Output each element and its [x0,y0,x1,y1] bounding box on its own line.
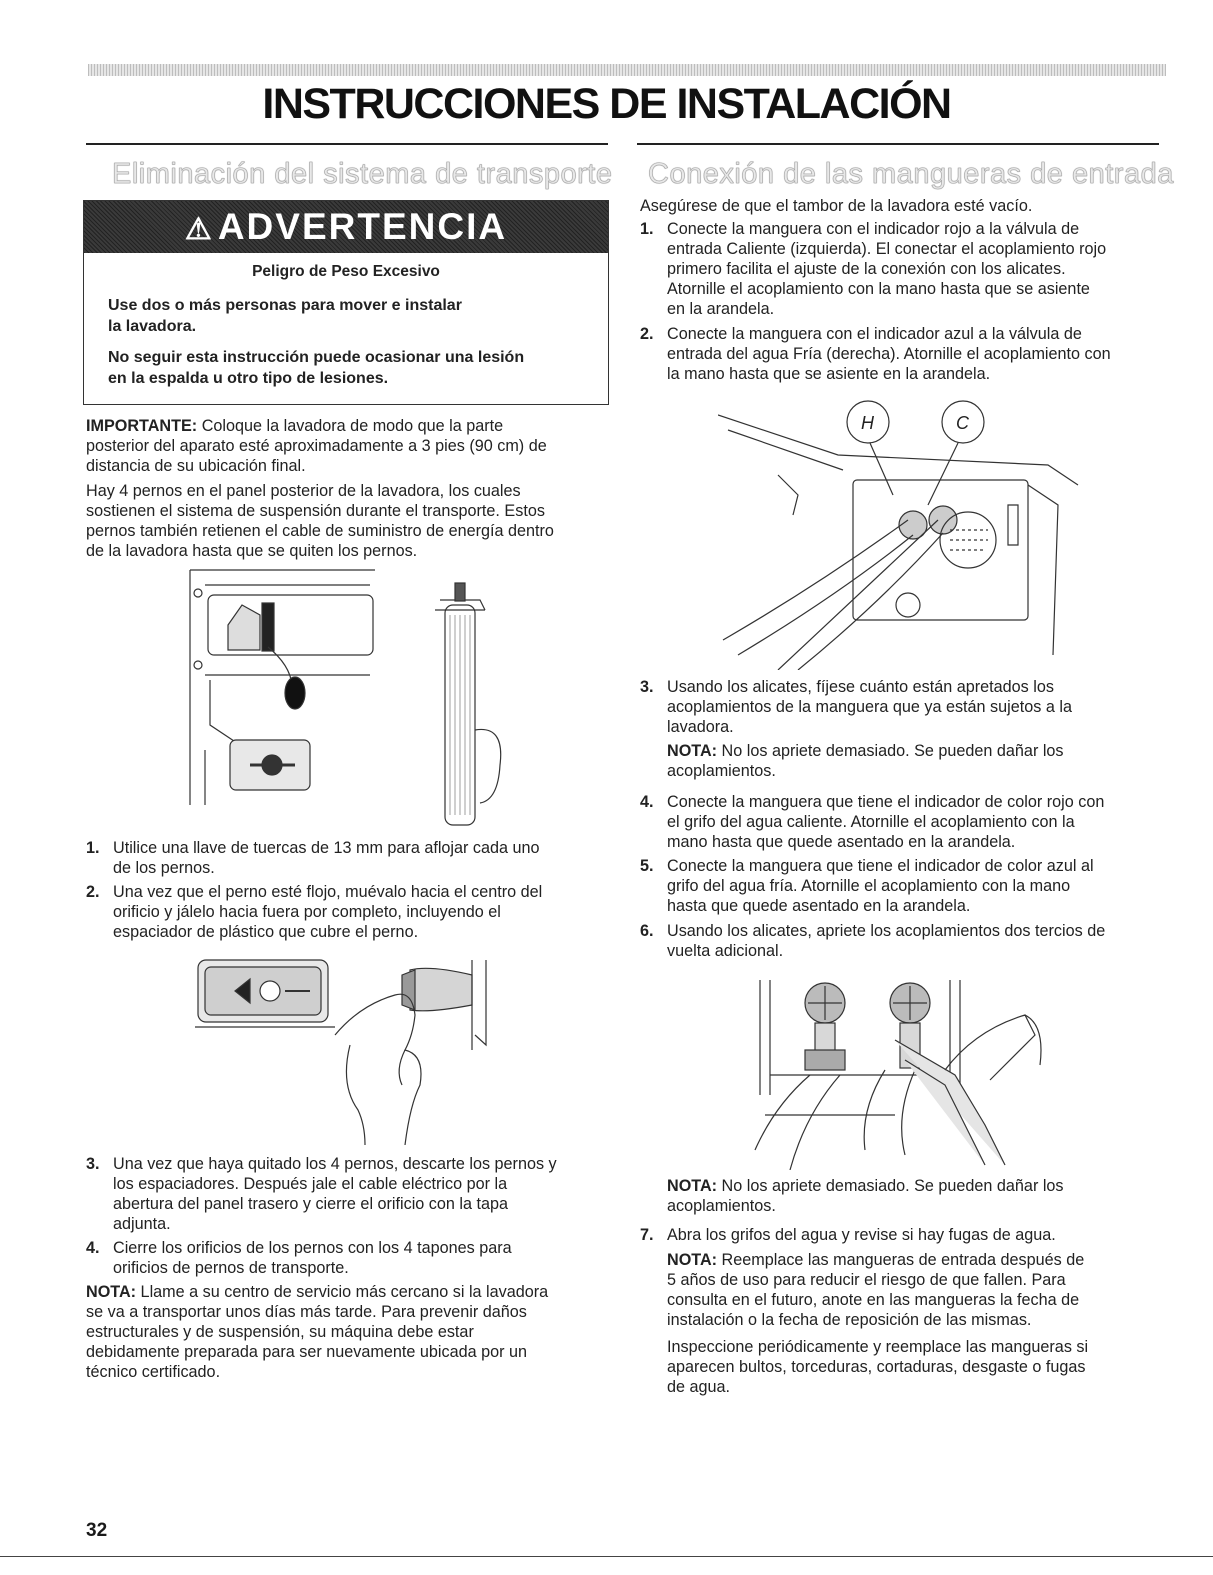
warning-line: la lavadora. [108,318,197,335]
step-text: en la arandela. [667,300,775,318]
list-item [86,1238,606,1282]
step-number: 2. [640,325,654,343]
list-item [86,1154,616,1238]
note-label: NOTA: [667,1251,718,1269]
step-text: adjunta. [113,1215,171,1233]
list-item [640,921,1170,965]
step-text: orificio y jálelo hacia fuera por completo, incluyendo el [113,903,501,921]
warning-box [83,200,609,405]
bolts-text: de la lavadora hasta que se quiten los pernos. [86,542,418,560]
valve-cold-label: C [956,413,969,433]
step-text: grifo del agua fría. Atornille el acoplamiento con la mano [667,877,1071,895]
note-text: estructurales y de suspensión, su máquina debe estar [86,1323,474,1341]
bolts-text: pernos también retienen el cable de suministro de energía dentro [86,522,554,540]
warning-line: en la espalda u otro tipo de lesiones. [108,370,389,387]
bolt-removal-illustration [190,955,510,1145]
bolts-text: sostienen el sistema de suspensión durante el transporte. Estos [86,502,545,520]
note-text: consulta en el futuro, anote en las mangueras la fecha de [667,1291,1080,1309]
step-text: entrada del agua Fría (derecha). Atornille el acoplamiento con [667,345,1111,363]
bottom-rule [0,1556,1213,1557]
inspect-text: de agua. [667,1378,731,1396]
step-text: Conecte la manguera con el indicador azul a la válvula de [667,325,1082,343]
step-text: Utilice una llave de tuercas de 13 mm para aflojar cada uno [113,839,540,857]
step-text: los espaciadores. Después jale el cable eléctrico por la [113,1175,508,1193]
note-text: No los apriete demasiado. Se pueden dañar los [717,742,1064,760]
step-text: Una vez que haya quitado los 4 pernos, descarte los pernos y [113,1155,557,1173]
left-title-rule [86,143,608,145]
step-number: 3. [640,678,654,696]
list-item [640,792,1170,856]
note-text: se va a transportar unos días más tarde. Para prevenir daños [86,1303,527,1321]
step-text: Abra los grifos del agua y revise si hay fugas de agua. [667,1226,1056,1244]
note-text: Reemplace las mangueras de entrada después de [717,1251,1085,1269]
step-number: 4. [640,793,654,811]
left-section-title: Eliminación del sistema de transporte [112,158,613,190]
important-label: IMPORTANTE: [86,417,198,435]
page-title: INSTRUCCIONES DE INSTALACIÓN [262,80,951,128]
step-text: Conecte la manguera con el indicador rojo a la válvula de [667,220,1080,238]
inspect-text: aparecen bultos, torceduras, cortaduras, desgaste o fugas [667,1358,1086,1376]
step-number: 7. [640,1226,654,1244]
step-text: abertura del panel trasero y cierre el orificio con la tapa [113,1195,509,1213]
important-paragraph [86,416,547,476]
step-number: 3. [86,1155,100,1173]
intro-text: Asegúrese de que el tambor de la lavadora esté vacío. [640,197,1033,215]
list-item [640,219,1170,323]
bolts-paragraph [86,481,554,561]
page-number: 32 [86,1520,108,1541]
valve-hot-label: H [861,413,874,433]
step6-note [667,1176,1064,1216]
right-section-title: Conexión de las mangueras de entrada [648,158,1174,190]
step-text: lavadora. [667,718,734,736]
note-label: NOTA: [667,1177,718,1195]
step7-note [667,1250,1084,1330]
step-text: Usando los alicates, apriete los acoplamientos dos tercios de [667,922,1106,940]
warning-line: Use dos o más personas para mover e instalar [108,297,462,314]
list-item [640,1225,1170,1247]
step-number: 1. [86,839,100,857]
warning-header-text: ADVERTENCIA [217,206,508,247]
warning-triangle-icon: ⚠ [184,213,214,246]
pliers-illustration [745,975,1065,1170]
note-label: NOTA: [667,742,718,760]
step-number: 6. [640,922,654,940]
step-text: Conecte la manguera que tiene el indicador de color rojo con [667,793,1105,811]
important-text: Coloque la lavadora de modo que la parte [197,417,504,435]
step-text: de los pernos. [113,859,215,877]
top-decorative-band [88,64,1166,76]
step-text: Atornille el acoplamiento con la mano hasta que se asiente [667,280,1090,298]
note-text: Llame a su centro de servicio más cercano si la lavadora [136,1283,549,1301]
list-item [86,838,606,882]
step-text: primero facilita el ajuste de la conexión con los alicates. [667,260,1066,278]
list-item [640,677,1170,741]
step-text: acoplamientos de la manguera que ya están sujetos a la [667,698,1072,716]
step-text: espaciador de plástico que cubre el perno. [113,923,419,941]
step-text: orificios de pernos de transporte. [113,1259,349,1277]
note-text: acoplamientos. [667,1197,776,1215]
list-item [640,856,1170,920]
step-text: Una vez que el perno esté flojo, muévalo hacia el centro del [113,883,543,901]
step-number: 2. [86,883,100,901]
step-text: Cierre los orificios de los pernos con los 4 tapones para [113,1239,512,1257]
step-number: 5. [640,857,654,875]
important-text: posterior del aparato esté aproximadamente a 3 pies (90 cm) de [86,437,547,455]
warning-header [84,201,608,253]
inspect-text: Inspeccione periódicamente y reemplace las mangueras si [667,1338,1089,1356]
step-number: 1. [640,220,654,238]
transport-note [86,1282,548,1382]
note-text: debidamente preparada para ser nuevamente ubicada por un [86,1343,527,1361]
step-text: mano hasta que quede asentado en la arandela. [667,833,1016,851]
note-text: 5 años de uso para reducir el riesgo de que fallen. Para [667,1271,1066,1289]
note-text: instalación o la fecha de reposición de las mismas. [667,1311,1032,1329]
step-text: vuelta adicional. [667,942,784,960]
step-text: el grifo del agua caliente. Atornille el acoplamiento con la [667,813,1075,831]
warning-line: No seguir esta instrucción puede ocasionar una lesión [108,349,525,366]
note-text: técnico certificado. [86,1363,221,1381]
inlet-valves-illustration [718,395,1088,670]
step-text: entrada Caliente (izquierda). El conectar el acoplamiento rojo [667,240,1107,258]
note-text: No los apriete demasiado. Se pueden dañar los [717,1177,1064,1195]
note-label: NOTA: [86,1283,137,1301]
step-text: Usando los alicates, fíjese cuánto están apretados los [667,678,1054,696]
note-text: acoplamientos. [667,762,776,780]
inspect-paragraph [667,1337,1088,1397]
bolts-text: Hay 4 pernos en el panel posterior de la lavadora, los cuales [86,482,521,500]
list-item [640,324,1170,388]
warning-subtitle: Peligro de Peso Excesivo [252,263,440,280]
important-text: distancia de su ubicación final. [86,457,306,475]
rear-panel-illustration [180,565,520,835]
step3-note [667,741,1064,781]
step-text: hasta que quede asentado en la arandela. [667,897,971,915]
list-item [86,882,606,946]
right-title-rule [637,143,1159,145]
step-text: Conecte la manguera que tiene el indicador de color azul al [667,857,1094,875]
step-number: 4. [86,1239,100,1257]
step-text: la mano hasta que se asiente en la arandela. [667,365,991,383]
